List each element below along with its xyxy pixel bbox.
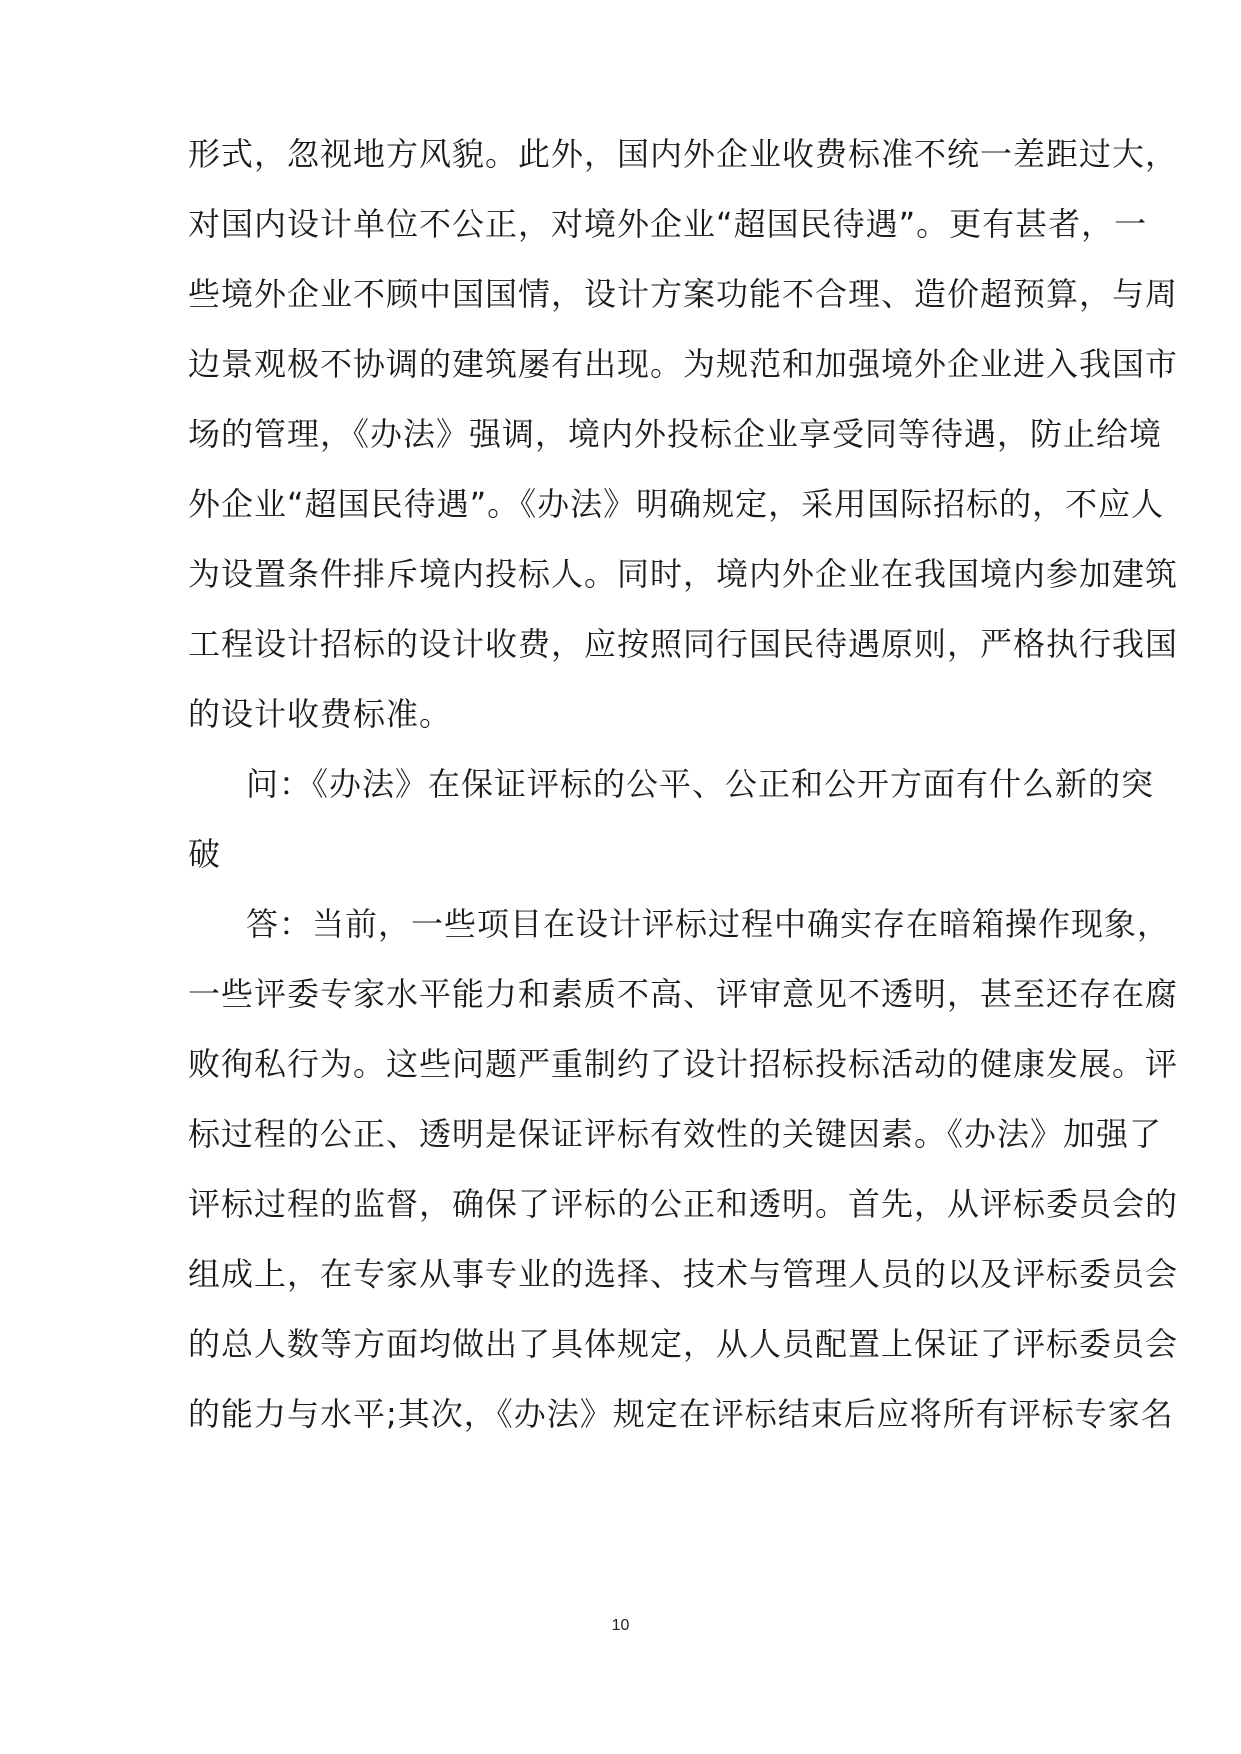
answer-line: 一些评委专家水平能力和素质不高、评审意见不透明，甚至还存在腐 — [188, 975, 1179, 1013]
question-line: 问：《办法》在保证评标的公平、公正和公开方面有什么新的突 — [246, 765, 1155, 803]
page-number: 10 — [611, 1617, 630, 1634]
answer-line: 标过程的公正、透明是保证评标有效性的关键因素。《办法》加强了 — [188, 1115, 1163, 1153]
answer-line: 答：当前，一些项目在设计评标过程中确实存在暗箱操作现象， — [246, 905, 1171, 943]
paragraph-line: 外企业“超国民待遇”。《办法》明确规定，采用国际招标的，不应人 — [188, 485, 1165, 523]
question-line: 破 — [188, 835, 222, 873]
answer-line: 评标过程的监督，确保了评标的公正和透明。首先，从评标委员会的 — [188, 1185, 1179, 1223]
answer-line: 的能力与水平;其次，《办法》规定在评标结束后应将所有评标专家名 — [188, 1395, 1174, 1433]
paragraph-line: 工程设计招标的设计收费，应按照同行国民待遇原则，严格执行我国 — [188, 625, 1179, 663]
answer-line: 组成上，在专家从事专业的选择、技术与管理人员的以及评标委员会 — [188, 1255, 1179, 1293]
answer-line: 的总人数等方面均做出了具体规定，从人员配置上保证了评标委员会 — [188, 1325, 1179, 1363]
answer-line: 败徇私行为。这些问题严重制约了设计招标投标活动的健康发展。评 — [188, 1045, 1179, 1083]
paragraph-line: 对国内设计单位不公正，对境外企业“超国民待遇”。更有甚者，一 — [188, 205, 1148, 243]
paragraph-line: 形式，忽视地方风貌。此外，国内外企业收费标准不统一差距过大， — [188, 135, 1179, 173]
paragraph-line: 些境外企业不顾中国国情，设计方案功能不合理、造价超预算，与周 — [188, 275, 1179, 313]
paragraph-line: 边景观极不协调的建筑屡有出现。为规范和加强境外企业进入我国市 — [188, 345, 1179, 383]
paragraph-line: 的设计收费标准。 — [188, 695, 453, 733]
paragraph-line: 场的管理，《办法》强调，境内外投标企业享受同等待遇，防止给境 — [188, 415, 1163, 453]
paragraph-line: 为设置条件排斥境内投标人。同时，境内外企业在我国境内参加建筑 — [188, 555, 1179, 593]
